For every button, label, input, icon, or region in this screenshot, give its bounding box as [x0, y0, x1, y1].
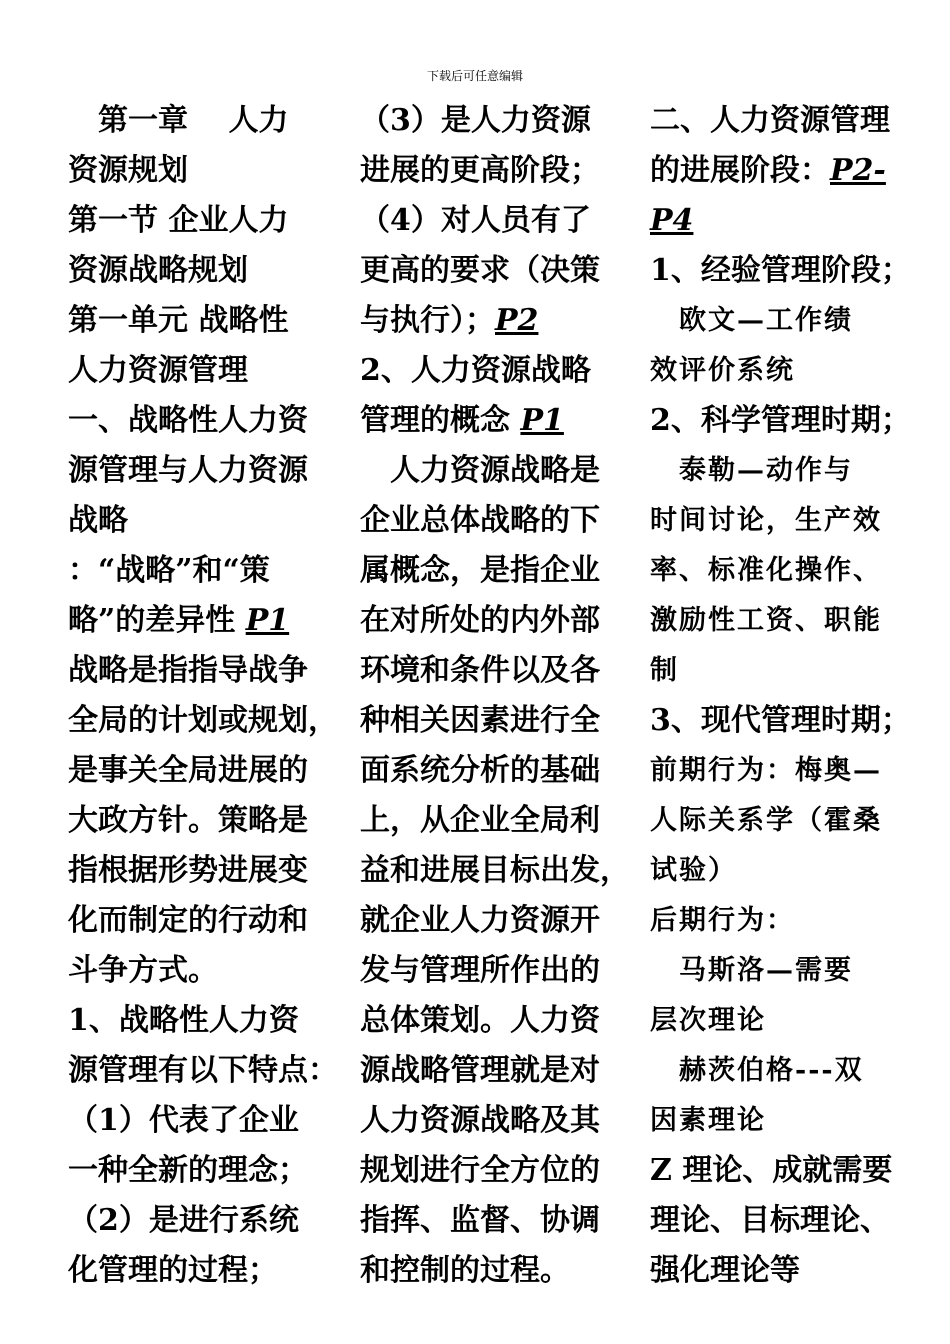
text-column-1	[68, 96, 338, 1296]
line-text: （3）是人力资源	[360, 103, 591, 138]
text-line	[360, 796, 622, 846]
text-line	[360, 396, 622, 446]
line-text: 人力资源战略是	[360, 453, 600, 488]
line-text: 的进展阶段：	[650, 153, 830, 188]
line-text: 上，从企业全局利	[360, 803, 600, 838]
line-text: 效评价系统	[650, 355, 795, 386]
text-line	[360, 446, 622, 496]
text-line	[68, 696, 338, 746]
text-line	[68, 496, 330, 546]
text-line	[68, 196, 330, 246]
line-text: 欧文—工作绩	[650, 305, 853, 336]
line-text: 战略是指指导战争	[68, 653, 308, 688]
text-line	[68, 146, 330, 196]
text-line	[68, 1246, 330, 1296]
text-line	[650, 746, 912, 796]
line-text: 面系统分析的基础	[360, 753, 600, 788]
text-line	[650, 396, 912, 446]
text-line	[68, 1096, 330, 1146]
text-line	[360, 1146, 622, 1196]
line-text: 益和进展目标出发，	[360, 853, 630, 888]
line-text: 层次理论	[650, 1005, 766, 1036]
page-reference: P2	[495, 303, 539, 338]
line-text: 理论、目标理论、	[650, 1203, 890, 1238]
text-line	[360, 846, 630, 896]
text-line	[650, 946, 912, 996]
text-line	[650, 346, 912, 396]
text-line	[650, 996, 912, 1046]
text-line	[68, 996, 330, 1046]
text-line	[68, 596, 330, 646]
text-line	[68, 846, 330, 896]
line-text: 指挥、监督、协调	[360, 1203, 600, 1238]
text-line	[68, 1196, 330, 1246]
text-line	[360, 246, 622, 296]
line-text: 略”的差异性	[68, 603, 246, 638]
line-text: 源管理有以下特点：	[68, 1053, 338, 1088]
line-text: 马斯洛—需要	[650, 955, 853, 986]
text-line	[650, 896, 912, 946]
text-line	[68, 246, 330, 296]
text-line	[650, 1096, 912, 1146]
text-line	[650, 146, 912, 196]
line-text: 一、战略性人力资	[68, 403, 308, 438]
text-line	[650, 246, 912, 296]
line-text: 资源战略规划	[68, 253, 248, 288]
line-text: 率、标准化操作、	[650, 555, 882, 586]
line-text: 赫茨伯格---双	[650, 1055, 864, 1086]
line-text: 和控制的过程。	[360, 1253, 570, 1288]
line-text: 斗争方式。	[68, 953, 218, 988]
text-line	[68, 1146, 330, 1196]
text-line	[360, 546, 622, 596]
line-text: 环境和条件以及各	[360, 653, 600, 688]
line-text: （2）是进行系统	[68, 1203, 299, 1238]
line-text: 一种全新的理念；	[68, 1153, 308, 1188]
line-text: 就企业人力资源开	[360, 903, 600, 938]
text-line	[68, 746, 330, 796]
line-text: 在对所处的内外部	[360, 603, 600, 638]
text-line	[68, 346, 330, 396]
text-column-2	[360, 96, 630, 1296]
line-text: 发与管理所作出的	[360, 953, 600, 988]
line-text: 2、科学管理时期；	[650, 403, 911, 438]
page-reference: P1	[520, 403, 564, 438]
text-line	[360, 296, 622, 346]
line-text: 战略	[68, 503, 128, 538]
line-text: 后期行为：	[650, 905, 795, 936]
text-line	[650, 296, 912, 346]
text-line	[650, 446, 912, 496]
line-text: （1）代表了企业	[68, 1103, 299, 1138]
text-line	[360, 496, 622, 546]
text-line	[68, 396, 330, 446]
line-text: 1、经验管理阶段；	[650, 253, 911, 288]
text-line	[360, 1096, 622, 1146]
page-reference: P2-	[830, 153, 886, 188]
page-reference: P4	[650, 203, 694, 238]
line-text: 3、现代管理时期；	[650, 703, 911, 738]
line-text: 第一节 企业人力	[68, 203, 289, 238]
text-line	[68, 1046, 338, 1096]
text-line	[68, 96, 330, 146]
line-text: 源管理与人力资源	[68, 453, 308, 488]
text-line	[650, 96, 912, 146]
line-text: 全局的计划或规划，	[68, 703, 338, 738]
text-line	[360, 1196, 622, 1246]
text-line	[68, 896, 330, 946]
line-text: ：“战略”和“策	[68, 553, 270, 588]
line-text: 企业总体战略的下	[360, 503, 600, 538]
line-text: 泰勒—动作与	[650, 455, 853, 486]
text-line	[650, 696, 912, 746]
line-text: Z 理论、成就需要	[650, 1153, 893, 1188]
text-line	[360, 1246, 622, 1296]
line-text: 种相关因素进行全	[360, 703, 600, 738]
line-text: 大政方针。策略是	[68, 803, 308, 838]
line-text: 进展的更高阶段；	[360, 153, 600, 188]
text-column-3	[650, 96, 912, 1296]
text-line	[68, 546, 330, 596]
text-line	[360, 996, 622, 1046]
line-text: 第一单元 战略性	[68, 303, 289, 338]
line-text: 源战略管理就是对	[360, 1053, 600, 1088]
page-reference: P1	[245, 603, 290, 638]
line-text: 规划进行全方位的	[360, 1153, 600, 1188]
line-text: 属概念，是指企业	[360, 553, 600, 588]
line-text: 二、人力资源管理	[650, 103, 890, 138]
line-text: 试验）	[650, 855, 737, 886]
text-line	[650, 196, 912, 246]
line-text: 总体策划。人力资	[360, 1003, 600, 1038]
line-text: 2、人力资源战略	[360, 353, 591, 388]
line-text: 制	[650, 655, 679, 686]
text-line	[360, 346, 622, 396]
text-line	[650, 596, 912, 646]
line-text: 时间讨论，生产效	[650, 505, 882, 536]
text-line	[360, 646, 622, 696]
text-line	[360, 896, 622, 946]
text-line	[360, 1046, 622, 1096]
line-text: 与执行）；	[360, 303, 495, 338]
text-line	[360, 596, 622, 646]
text-line	[650, 646, 912, 696]
text-line	[650, 496, 912, 546]
line-text: 资源规划	[68, 153, 188, 188]
text-line	[68, 446, 330, 496]
text-line	[650, 1146, 912, 1196]
line-text: 更高的要求（决策	[360, 253, 600, 288]
text-line	[360, 146, 622, 196]
line-text: 是事关全局进展的	[68, 753, 308, 788]
line-text: 人力资源战略及其	[360, 1103, 600, 1138]
text-line	[360, 946, 622, 996]
text-line	[650, 846, 912, 896]
line-text: 管理的概念	[360, 403, 521, 438]
line-text: 前期行为：梅奥—	[650, 755, 882, 786]
line-text: 人际关系学（霍桑	[650, 805, 882, 836]
line-text: 1、战略性人力资	[68, 1003, 299, 1038]
text-line	[68, 646, 330, 696]
text-line	[68, 796, 330, 846]
text-line	[650, 796, 912, 846]
line-text: 第一章 人力	[68, 103, 289, 138]
line-text: 指根据形势进展变	[68, 853, 308, 888]
line-text: 因素理论	[650, 1105, 766, 1136]
text-line	[360, 696, 622, 746]
page-header: 下载后可任意编辑	[426, 69, 523, 83]
line-text: 强化理论等	[650, 1253, 800, 1288]
text-line	[360, 746, 622, 796]
text-line	[650, 1246, 912, 1296]
text-line	[360, 196, 622, 246]
text-line	[68, 296, 330, 346]
text-line	[68, 946, 330, 996]
text-line	[360, 96, 622, 146]
line-text: 化而制定的行动和	[68, 903, 308, 938]
line-text: 激励性工资、职能	[650, 605, 882, 636]
text-line	[650, 1196, 912, 1246]
text-line	[650, 1046, 912, 1096]
line-text: （4）对人员有了	[360, 203, 591, 238]
line-text: 化管理的过程；	[68, 1253, 278, 1288]
text-line	[650, 546, 912, 596]
line-text: 人力资源管理	[68, 353, 248, 388]
